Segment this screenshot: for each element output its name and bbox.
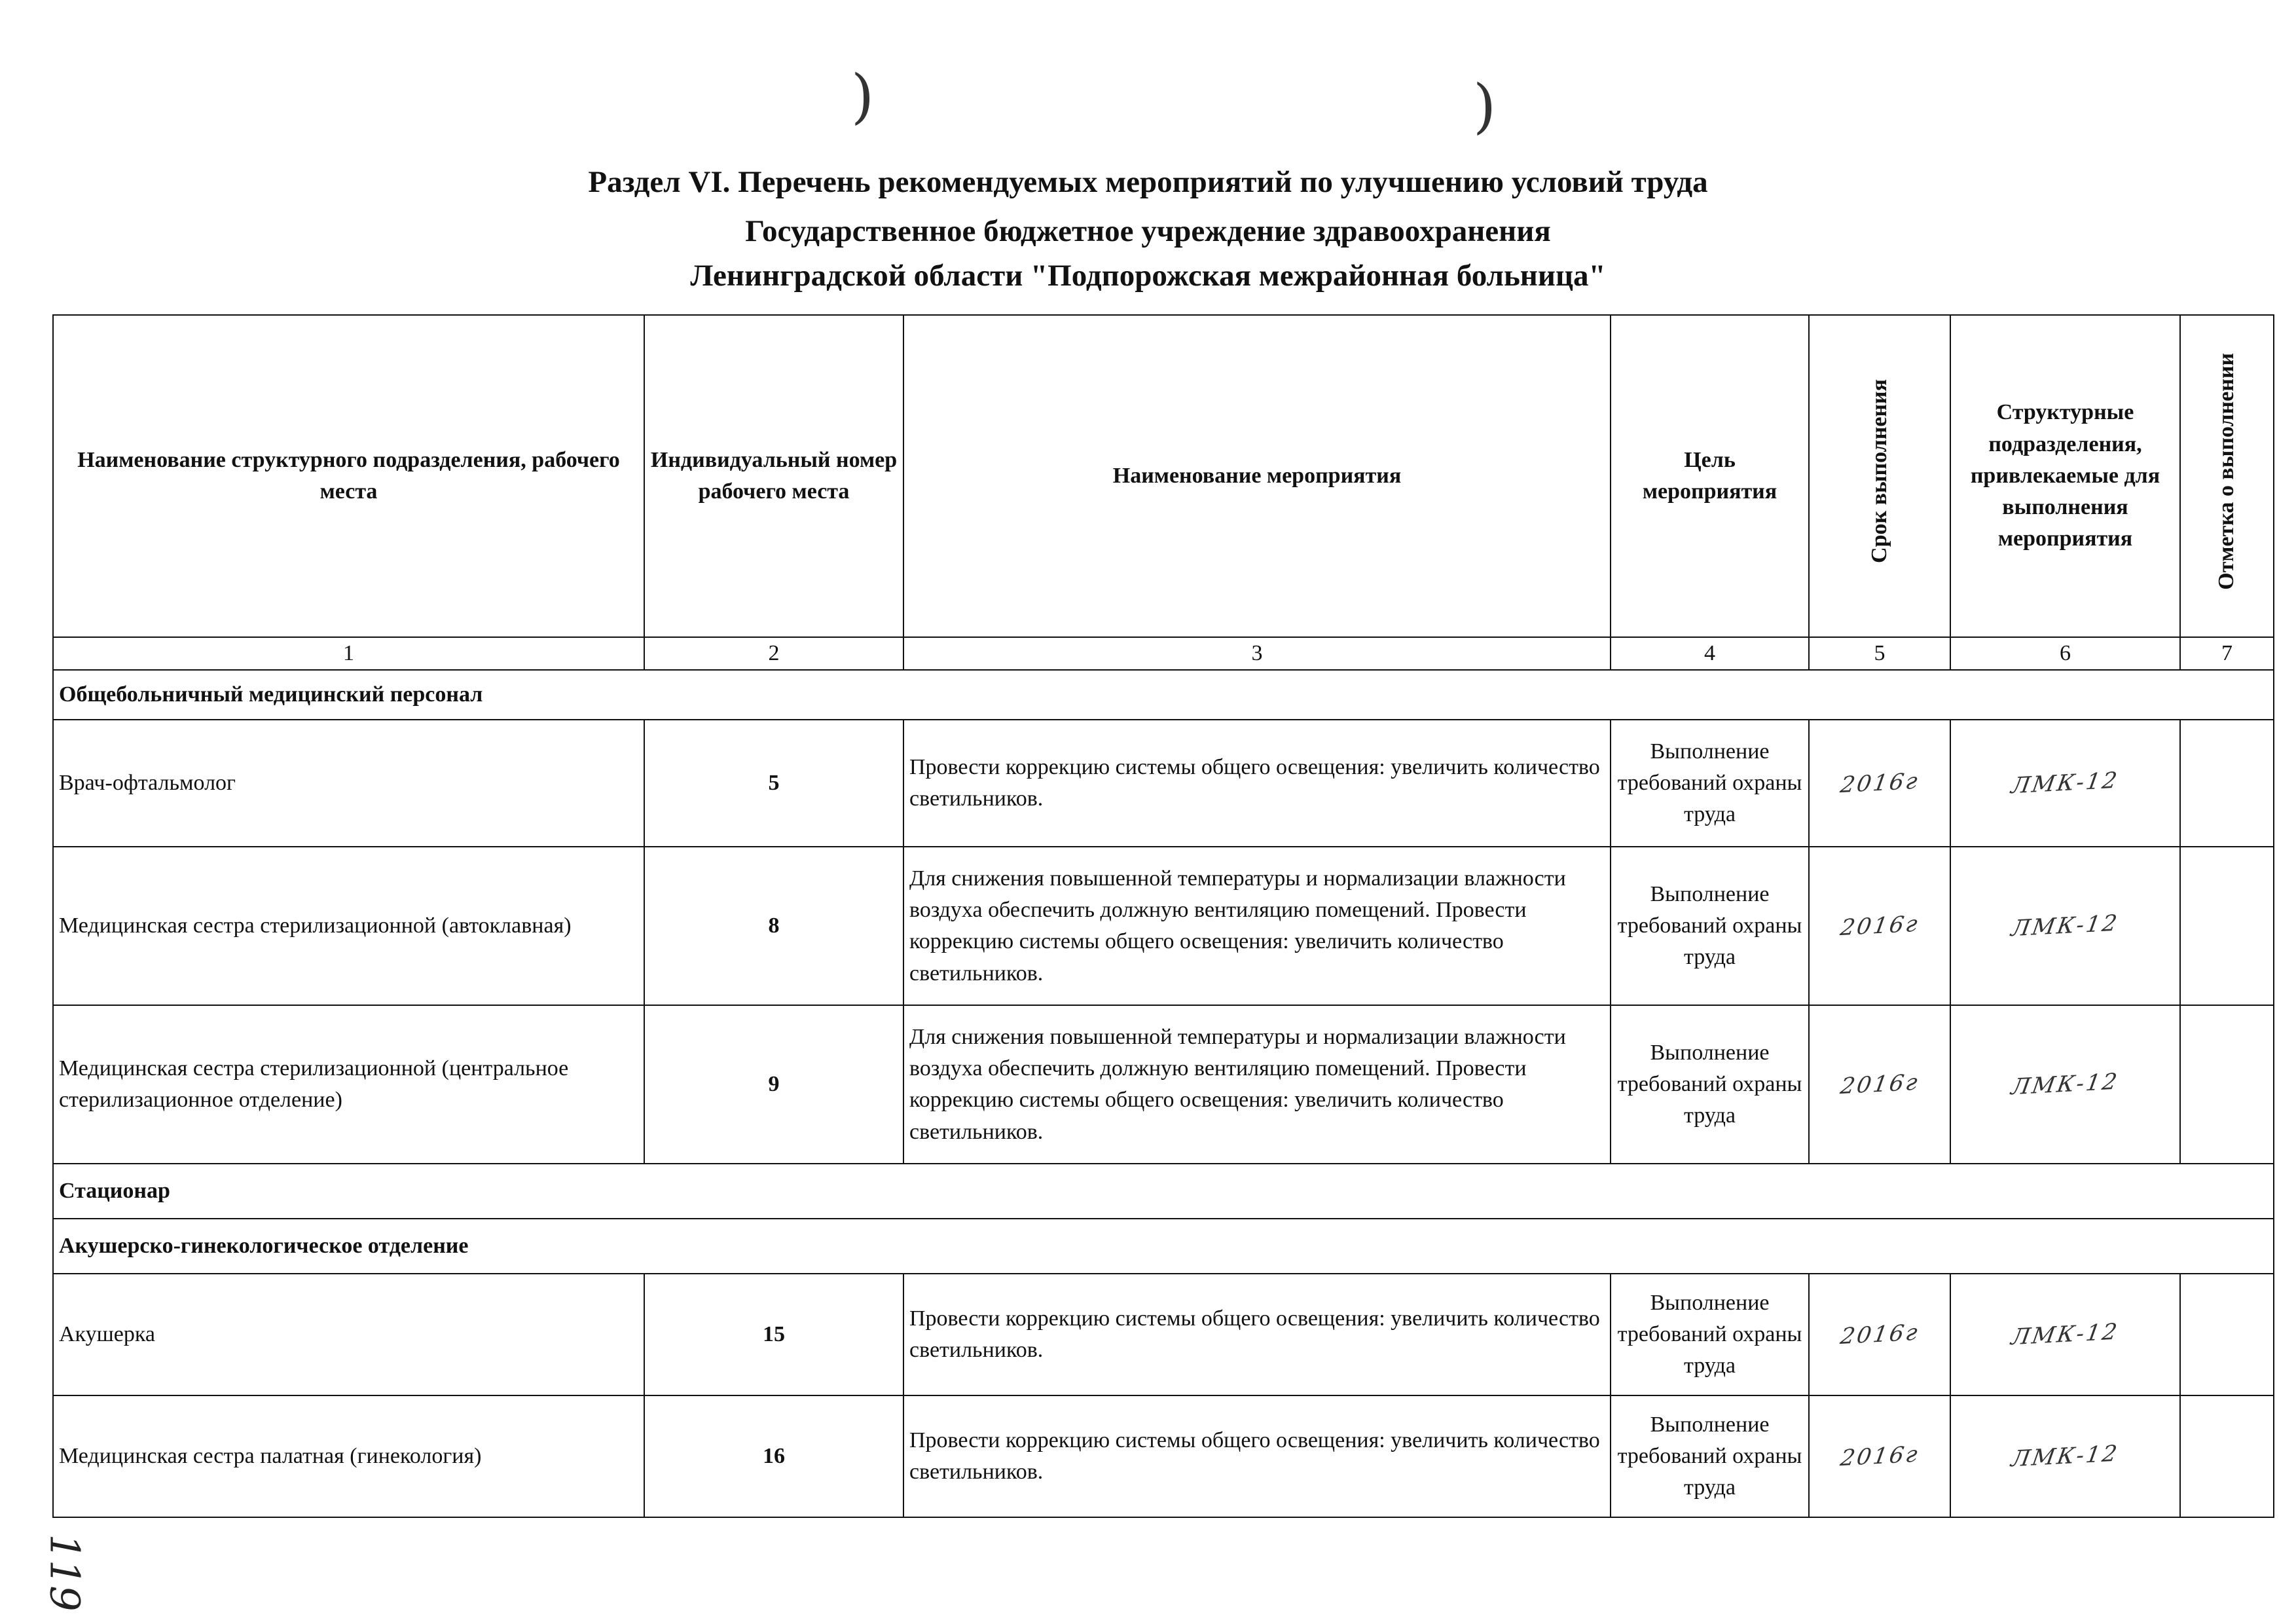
organization-line-2: Ленинградской области "Подпорожская межрайонная больница" xyxy=(690,259,1606,293)
col-header-goal: Цель мероприятия xyxy=(1611,315,1809,637)
cell-mark xyxy=(2180,720,2274,847)
cell-workplace: Медицинская сестра стерилизационной (центральное стерилизационное отделение) xyxy=(53,1005,644,1164)
cell-mark xyxy=(2180,1005,2274,1164)
cell-goal: Выполнение требований охраны труда xyxy=(1611,720,1809,847)
cell-goal: Выполнение требований охраны труда xyxy=(1611,1395,1809,1517)
cell-goal: Выполнение требований охраны труда xyxy=(1611,1274,1809,1395)
cell-units xyxy=(1950,1274,2180,1395)
col-header-measure: Наименование мероприятия xyxy=(903,315,1611,637)
cell-goal: Выполнение требований охраны труда xyxy=(1611,1005,1809,1164)
col-header-name: Наименование структурного подразделения, рабочего места xyxy=(53,315,644,637)
cell-measure: Для снижения повышенной температуры и нормализации влажности воздуха обеспечить должную вентиляцию помещений. Провести коррекцию системы общего освещения: увеличить количество светильников. xyxy=(903,1005,1611,1164)
cell-measure: Провести коррекцию системы общего освещения: увеличить количество светильников. xyxy=(903,1274,1611,1395)
cell-measure: Провести коррекцию системы общего освещения: увеличить количество светильников. xyxy=(903,720,1611,847)
table-row xyxy=(53,847,2274,1005)
cell-deadline xyxy=(1809,1274,1950,1395)
col-header-deadline-label: Срок выполнения xyxy=(1867,379,1891,564)
section-title: Стационар xyxy=(53,1164,2274,1219)
cell-number: 16 xyxy=(644,1395,903,1517)
cell-units xyxy=(1950,720,2180,847)
handwritten-units: ЛМК-12 xyxy=(2009,767,2121,800)
col-header-number: Индивидуальный номер рабочего места xyxy=(644,315,903,637)
cell-number: 15 xyxy=(644,1274,903,1395)
cell-deadline xyxy=(1809,720,1950,847)
col-number: 2 xyxy=(644,637,903,670)
measures-table-container xyxy=(52,314,2273,1518)
col-number: 1 xyxy=(53,637,644,670)
table-row xyxy=(53,1395,2274,1517)
cell-goal: Выполнение требований охраны труда xyxy=(1611,847,1809,1005)
cell-workplace: Медицинская сестра палатная (гинекология) xyxy=(53,1395,644,1517)
cell-number: 5 xyxy=(644,720,903,847)
page-number: 119 xyxy=(41,1534,89,1612)
section-title: Акушерско-гинекологическое отделение xyxy=(53,1219,2274,1274)
handwritten-deadline: 2016г xyxy=(1838,1069,1922,1100)
col-number: 3 xyxy=(903,637,1611,670)
handwritten-units: ЛМК-12 xyxy=(2009,1068,2121,1101)
cell-measure: Для снижения повышенной температуры и нормализации влажности воздуха обеспечить должную вентиляцию помещений. Провести коррекцию системы общего освещения: увеличить количество светильников. xyxy=(903,847,1611,1005)
handwritten-deadline: 2016г xyxy=(1838,1320,1922,1350)
cell-measure: Провести коррекцию системы общего освещения: увеличить количество светильников. xyxy=(903,1395,1611,1517)
section-row xyxy=(53,1219,2274,1274)
cell-mark xyxy=(2180,1274,2274,1395)
handwritten-deadline: 2016г xyxy=(1838,911,1922,942)
handwritten-bracket-right: ) xyxy=(1473,72,1497,141)
cell-deadline xyxy=(1809,1005,1950,1164)
cell-workplace: Медицинская сестра стерилизационной (автоклавная) xyxy=(53,847,644,1005)
table-row xyxy=(53,1005,2274,1164)
cell-mark xyxy=(2180,847,2274,1005)
section-row xyxy=(53,670,2274,720)
cell-units xyxy=(1950,1395,2180,1517)
cell-number: 9 xyxy=(644,1005,903,1164)
handwritten-bracket-left: ) xyxy=(851,62,875,131)
table-row xyxy=(53,1274,2274,1395)
col-header-mark-label: Отметка о выполнении xyxy=(2214,352,2239,590)
cell-units xyxy=(1950,1005,2180,1164)
col-number: 6 xyxy=(1950,637,2180,670)
cell-deadline xyxy=(1809,1395,1950,1517)
col-header-mark xyxy=(2180,315,2274,637)
cell-workplace: Врач-офтальмолог xyxy=(53,720,644,847)
table-row xyxy=(53,720,2274,847)
handwritten-units: ЛМК-12 xyxy=(2009,910,2121,942)
section-row xyxy=(53,1164,2274,1219)
col-header-units: Структурные подразделения, привлекаемые для выполнения мероприятия xyxy=(1950,315,2180,637)
column-number-row xyxy=(53,637,2274,670)
handwritten-deadline: 2016г xyxy=(1838,1441,1922,1472)
measures-table xyxy=(52,314,2274,1518)
cell-units xyxy=(1950,847,2180,1005)
section-title: Общебольничный медицинский персонал xyxy=(53,670,2274,720)
organization-line-1: Государственное бюджетное учреждение здравоохранения xyxy=(745,214,1551,248)
col-number: 5 xyxy=(1809,637,1950,670)
cell-deadline xyxy=(1809,847,1950,1005)
col-header-deadline xyxy=(1809,315,1950,637)
handwritten-deadline: 2016г xyxy=(1838,768,1922,799)
col-number: 7 xyxy=(2180,637,2274,670)
page-title: Раздел VI. Перечень рекомендуемых мероприятий по улучшению условий труда xyxy=(588,165,1708,199)
header-row xyxy=(53,315,2274,637)
cell-number: 8 xyxy=(644,847,903,1005)
col-number: 4 xyxy=(1611,637,1809,670)
cell-workplace: Акушерка xyxy=(53,1274,644,1395)
handwritten-units: ЛМК-12 xyxy=(2009,1440,2121,1473)
handwritten-units: ЛМК-12 xyxy=(2009,1318,2121,1351)
cell-mark xyxy=(2180,1395,2274,1517)
